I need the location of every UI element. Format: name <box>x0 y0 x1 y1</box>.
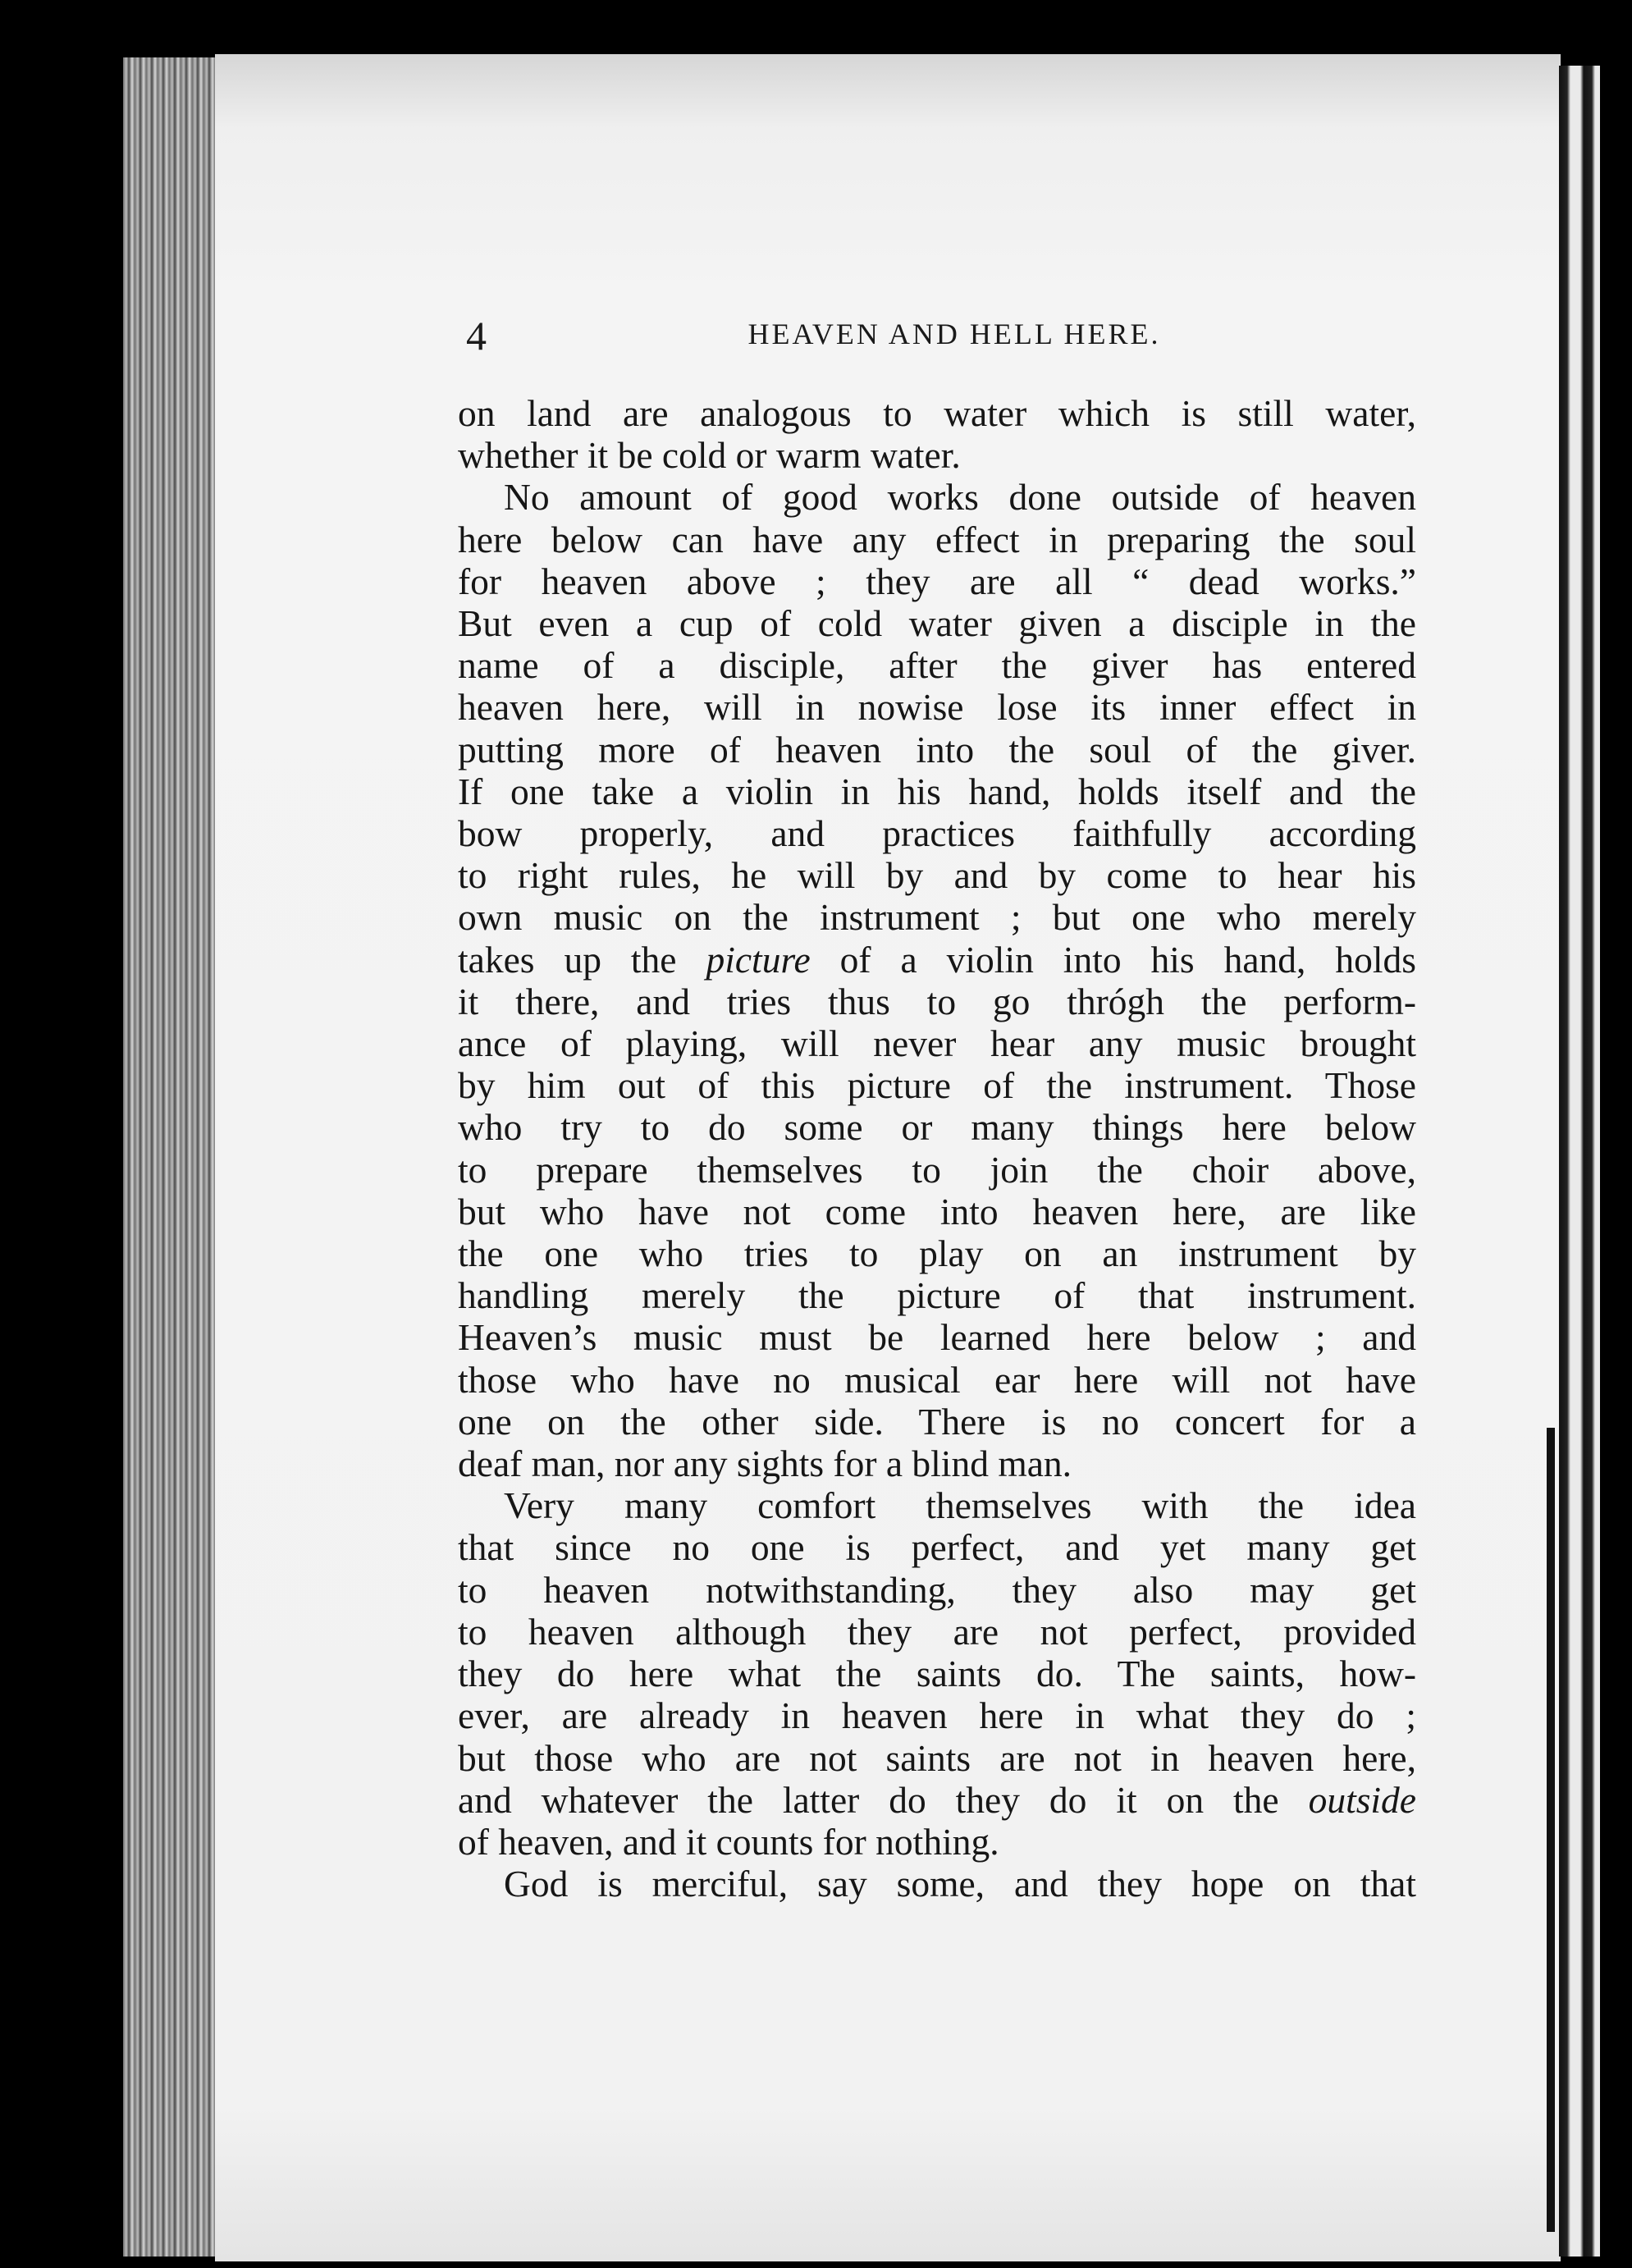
text-line: own music on the instrument ; but one who merely <box>458 896 1416 939</box>
text-line: but those who are not saints are not in heaven here, <box>458 1736 1416 1779</box>
facing-page-edge <box>1559 66 1600 2257</box>
running-title: HEAVEN AND HELL HERE. <box>747 318 1161 350</box>
text-line: one on the other side. There is no concert for a <box>458 1400 1416 1443</box>
text-line: takes up the picture of a violin into his hand, holds <box>458 938 1416 981</box>
text-line: God is merciful, say some, and they hope on that <box>504 1863 1416 1905</box>
page-number: 4 <box>466 313 487 359</box>
text-line: to heaven although they are not perfect, provided <box>458 1610 1416 1653</box>
page-stack-edges <box>123 57 222 2257</box>
text-line: heaven here, will in nowise lose its inner effect in <box>458 686 1416 729</box>
text-line: of heaven, and it counts for nothing. <box>458 1820 999 1863</box>
text-line: to prepare themselves to join the choir above, <box>458 1148 1416 1191</box>
text-line: Heaven’s music must be learned here below ; and <box>458 1316 1416 1359</box>
text-line: and whatever the latter do they do it on the outside <box>458 1778 1416 1821</box>
text-line: If one take a violin in his hand, holds itself and the <box>458 770 1416 812</box>
text-line: here below can have any effect in preparing the soul <box>458 518 1416 560</box>
text-line: No amount of good works done outside of heaven <box>504 476 1416 519</box>
text-line: bow properly, and practices faithfully according <box>458 812 1416 855</box>
text-line: ance of playing, will never hear any music brought <box>458 1022 1416 1065</box>
text-line: But even a cup of cold water given a disciple in the <box>458 602 1416 645</box>
text-line: who try to do some or many things here below <box>458 1106 1416 1149</box>
body-text <box>458 392 1416 1904</box>
text-line: on land are analogous to water which is still water, <box>458 392 1416 434</box>
text-line: handling merely the picture of that instrument. <box>458 1274 1416 1317</box>
binding-shadow <box>1547 1428 1555 2232</box>
text-line: name of a disciple, after the giver has entered <box>458 644 1416 687</box>
text-line: to right rules, he will by and by come to hear his <box>458 854 1416 897</box>
text-line: for heaven above ; they are all “ dead works.” <box>458 560 1416 602</box>
text-line: they do here what the saints do. The saints, how- <box>458 1653 1416 1695</box>
text-line: Very many comfort themselves with the idea <box>504 1484 1416 1527</box>
text-line: the one who tries to play on an instrument by <box>458 1232 1416 1275</box>
text-line: whether it be cold or warm water. <box>458 434 961 477</box>
text-line: putting more of heaven into the soul of the giver. <box>458 728 1416 770</box>
text-line: to heaven notwithstanding, they also may get <box>458 1568 1416 1611</box>
text-line: deaf man, nor any sights for a blind man. <box>458 1443 1072 1485</box>
text-line: but who have not come into heaven here, are like <box>458 1190 1416 1232</box>
text-line: that since no one is perfect, and yet many get <box>458 1526 1416 1569</box>
text-line: by him out of this picture of the instrument. Those <box>458 1064 1416 1107</box>
page-header <box>466 312 1410 369</box>
text-line: those who have no musical ear here will not have <box>458 1358 1416 1401</box>
text-line: it there, and tries thus to go thrógh the perform- <box>458 980 1416 1022</box>
text-line: ever, are already in heaven here in what they do ; <box>458 1694 1416 1737</box>
